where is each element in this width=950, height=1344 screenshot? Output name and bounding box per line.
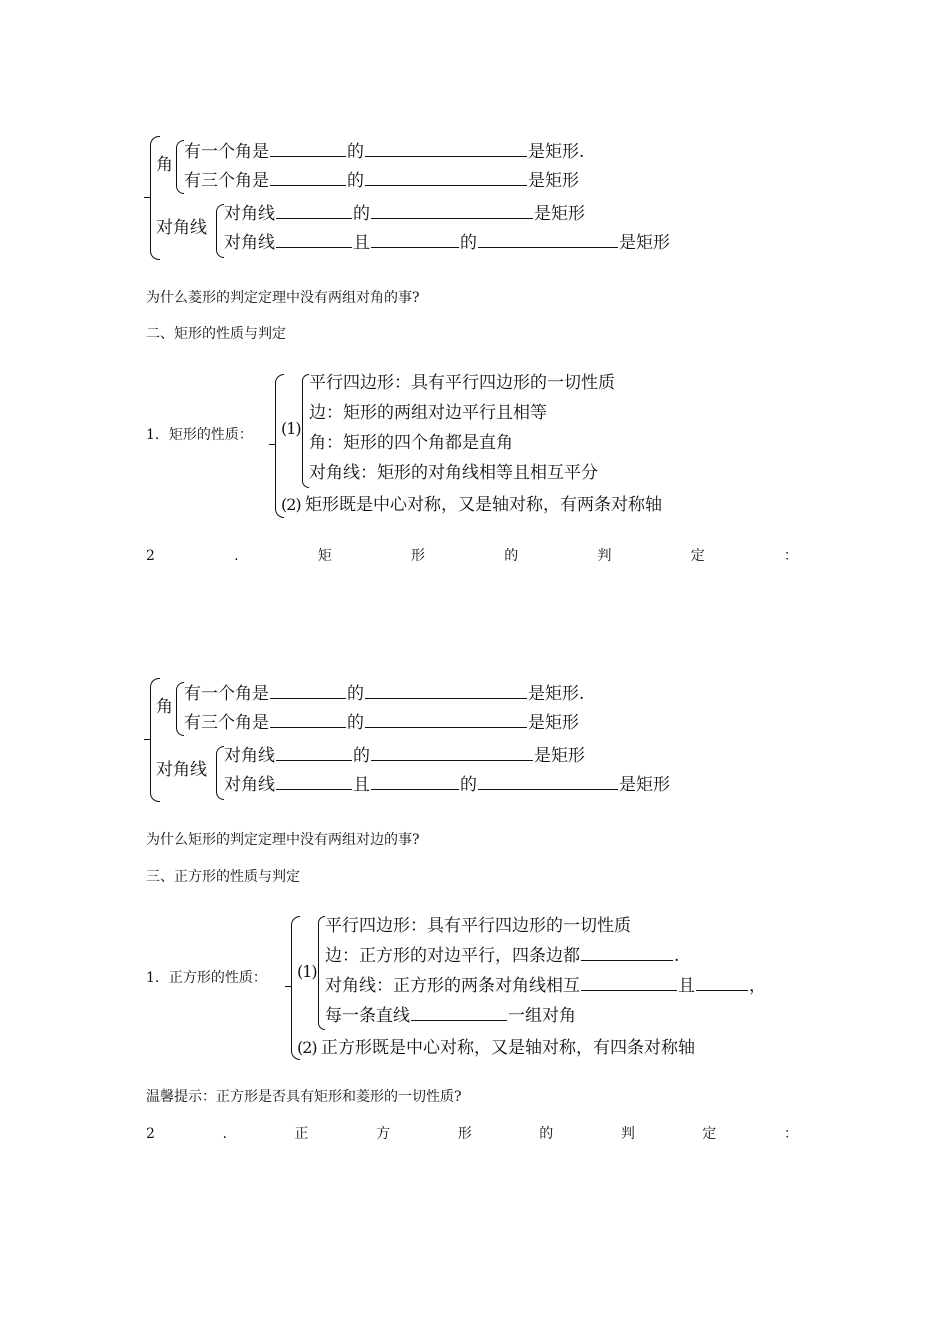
prop-angles: 角：矩形的四个角都是直角 xyxy=(309,433,513,453)
blank-field[interactable] xyxy=(270,140,346,157)
prop-parallelogram: 平行四边形：具有平行四边形的一切性质 xyxy=(325,916,631,936)
prop-parallelogram: 平行四边形：具有平行四边形的一切性质 xyxy=(309,373,615,393)
blank-field[interactable] xyxy=(270,711,346,728)
diag-brace xyxy=(216,746,224,800)
prop-symmetry: 正方形既是中心对称，又是轴对称，有四条对称轴 xyxy=(321,1038,695,1058)
item-number-2: (2) xyxy=(281,495,301,514)
blank-field[interactable] xyxy=(365,169,527,186)
blank-field[interactable] xyxy=(365,711,527,728)
blank-field[interactable] xyxy=(365,140,527,157)
blank-field[interactable] xyxy=(276,744,352,761)
blank-field[interactable] xyxy=(365,682,527,699)
outer-brace-notch xyxy=(144,739,150,740)
blank-field[interactable] xyxy=(270,169,346,186)
section-2-title: 二、矩形的性质与判定 xyxy=(146,326,286,342)
row-3: 对角线 的 是矩形 xyxy=(224,746,585,766)
blank-field[interactable] xyxy=(581,974,677,991)
angle-brace xyxy=(176,140,184,194)
row-1: 有一个角是 的 是矩形. xyxy=(184,142,585,162)
outer-brace-notch xyxy=(144,197,150,198)
blank-field[interactable] xyxy=(371,744,533,761)
outer-brace-notch xyxy=(269,444,275,445)
blank-field[interactable] xyxy=(478,773,618,790)
angle-label: 角 xyxy=(156,155,173,175)
inner-brace xyxy=(318,916,325,1030)
prop-symmetry: 矩形既是中心对称，又是轴对称，有两条对称轴 xyxy=(305,495,662,515)
item-number-2: (2) xyxy=(297,1038,317,1057)
row-4: 对角线 且 的 是矩形 xyxy=(224,775,670,795)
diag-brace xyxy=(216,204,224,258)
question-1: 为什么菱形的判定定理中没有两组对角的事? xyxy=(146,290,420,306)
blank-field[interactable] xyxy=(478,231,618,248)
angle-label: 角 xyxy=(156,697,173,717)
blank-field[interactable] xyxy=(411,1004,507,1021)
rect-props-label: 1．矩形的性质： xyxy=(146,427,253,443)
diag-label: 对角线 xyxy=(156,760,207,780)
row-2: 有三个角是 的 是矩形 xyxy=(184,713,579,733)
row-3: 对角线 的 是矩形 xyxy=(224,204,585,224)
angle-brace xyxy=(176,682,184,736)
item-number-1: (1) xyxy=(281,419,301,438)
prop-sides: 边：正方形的对边平行，四条边都 . xyxy=(325,946,680,966)
tip: 温馨提示：正方形是否具有矩形和菱形的一切性质? xyxy=(146,1089,462,1105)
prop-sides: 边：矩形的两组对边平行且相等 xyxy=(309,403,547,423)
inner-brace xyxy=(302,374,309,488)
blank-field[interactable] xyxy=(270,682,346,699)
blank-field[interactable] xyxy=(371,773,459,790)
item-number-1: (1) xyxy=(297,962,317,981)
rect-judge-heading: 2 . 矩 形 的 判 定 ： xyxy=(146,548,798,564)
blank-field[interactable] xyxy=(696,974,748,991)
section-3-title: 三、正方形的性质与判定 xyxy=(146,869,300,885)
prop-diagonals: 对角线：矩形的对角线相等且相互平分 xyxy=(309,463,598,483)
outer-brace-notch xyxy=(285,986,291,987)
blank-field[interactable] xyxy=(581,944,673,961)
prop-bisect: 每一条直线 一组对角 xyxy=(325,1006,576,1026)
square-judge-heading: 2 . 正 方 形 的 判 定 ： xyxy=(146,1126,798,1142)
blank-field[interactable] xyxy=(371,231,459,248)
blank-field[interactable] xyxy=(276,231,352,248)
row-1: 有一个角是 的 是矩形. xyxy=(184,684,585,704)
square-props-label: 1．正方形的性质： xyxy=(146,970,267,986)
blank-field[interactable] xyxy=(276,773,352,790)
prop-diagonals: 对角线：正方形的两条对角线相互 且 ， xyxy=(325,976,766,996)
blank-field[interactable] xyxy=(276,202,352,219)
row-2: 有三个角是 的 是矩形 xyxy=(184,171,579,191)
diag-label: 对角线 xyxy=(156,218,207,238)
question-2: 为什么矩形的判定定理中没有两组对边的事? xyxy=(146,832,420,848)
row-4: 对角线 且 的 是矩形 xyxy=(224,233,670,253)
blank-field[interactable] xyxy=(371,202,533,219)
